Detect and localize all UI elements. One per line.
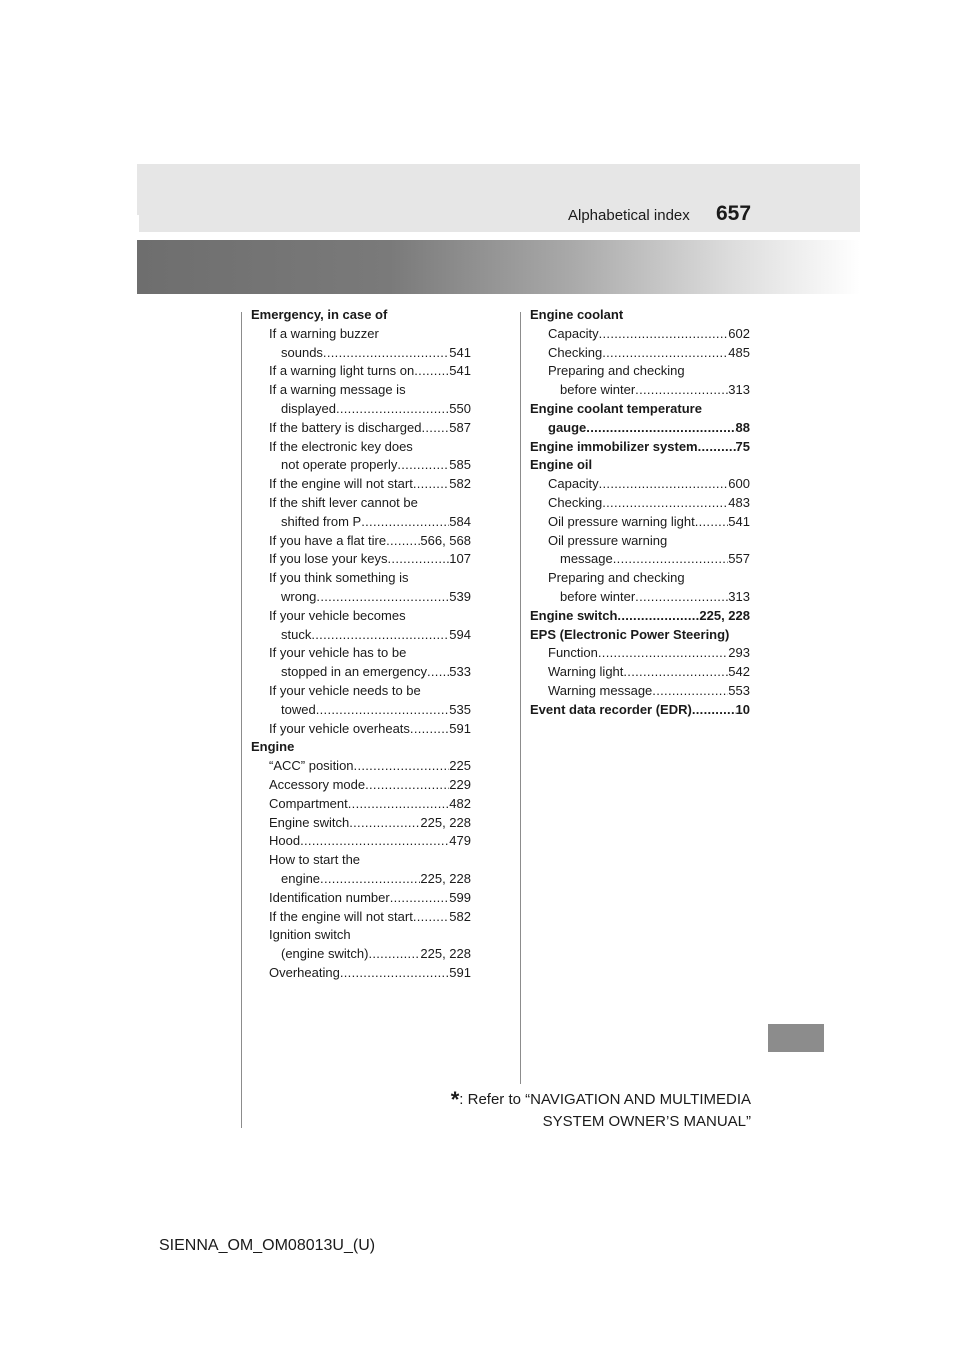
index-entry-line: [251, 720, 471, 739]
page-ref: 585: [449, 457, 471, 473]
entry-text: Overheating: [269, 964, 340, 980]
index-entry-line: [530, 381, 750, 400]
page-ref: 602: [728, 325, 750, 341]
index-heading: Engine: [251, 739, 295, 755]
dot-leader: [623, 663, 728, 682]
footnote: [425, 1089, 751, 1133]
index-heading: Engine coolant: [530, 307, 624, 322]
entry-text: Checking: [548, 494, 603, 510]
dot-leader: [300, 832, 449, 851]
entry-text: If the engine will not start: [269, 908, 413, 924]
page-ref: 600: [728, 476, 750, 492]
page-ref: 557: [728, 551, 750, 567]
left-column-rule: [241, 312, 242, 1128]
page-ref: 485: [728, 344, 750, 360]
index-entry-line: Ignition switch: [269, 927, 351, 943]
index-entry-line: [530, 325, 750, 344]
page-ref: 482: [449, 795, 471, 811]
index-heading: Engine coolant temperature: [530, 400, 702, 416]
page-ref: 313: [728, 382, 750, 398]
page-ref: 225, 228: [420, 946, 471, 962]
footnote-line-2: SYSTEM OWNER’S MANUAL”: [542, 1113, 751, 1130]
entry-text: sounds: [281, 344, 323, 360]
entry-text: stuck: [281, 626, 312, 642]
entry-text: If a warning light turns on: [269, 363, 415, 379]
section-title: Alphabetical index: [568, 207, 690, 224]
entry-text: Compartment: [269, 795, 348, 811]
dot-leader: [336, 400, 449, 419]
entry-text: If you lose your keys: [269, 551, 388, 567]
page-ref: 541: [728, 513, 750, 529]
entry-text: Capacity: [548, 476, 599, 492]
dot-leader: [698, 438, 736, 457]
page-ref: 533: [449, 664, 471, 680]
index-entry-line: [251, 870, 471, 889]
entry-text: towed: [281, 701, 316, 717]
page-ref: 582: [449, 476, 471, 492]
entry-text: before winter: [560, 382, 636, 398]
page-ref: 75: [735, 438, 750, 454]
index-heading: Engine oil: [530, 457, 593, 473]
entry-text: Engine switch: [530, 607, 618, 623]
page-ref: 107: [449, 551, 471, 567]
index-entry-line: [251, 626, 471, 645]
dot-leader: [599, 325, 729, 344]
index-entry-line: [251, 832, 471, 851]
entry-text: If the engine will not start: [269, 476, 413, 492]
index-entry-line: [251, 588, 471, 607]
entry-text: shifted from P: [281, 513, 362, 529]
index-entry-line: [530, 701, 750, 720]
dot-leader: [414, 362, 449, 381]
index-entry-line: [251, 475, 471, 494]
page-ref: 541: [449, 344, 471, 360]
index-entry-line: [251, 532, 471, 551]
entry-text: Hood: [269, 833, 301, 849]
page-ref: 541: [449, 363, 471, 379]
entry-text: Identification number: [269, 889, 390, 905]
entry-text: Warning message: [548, 682, 653, 698]
index-entry-line: If a warning buzzer: [269, 325, 379, 341]
entry-text: “ACC” position: [269, 758, 354, 774]
index-entry-line: If the electronic key does: [269, 438, 413, 454]
index-entry-line: [530, 644, 750, 663]
index-entry-line: If a warning message is: [269, 382, 406, 398]
entry-text: If the battery is discharged: [269, 419, 422, 435]
dot-leader: [635, 588, 728, 607]
page-ref: 10: [735, 701, 750, 717]
index-entry-line: [530, 475, 750, 494]
index-entry-line: [251, 344, 471, 363]
index-entry-line: [251, 701, 471, 720]
dot-leader: [410, 720, 449, 739]
index-entry-line: [251, 550, 471, 569]
index-entry-line: [251, 663, 471, 682]
entry-text: Engine immobilizer system: [530, 438, 698, 454]
index-heading: Emergency, in case of: [251, 307, 388, 322]
dot-leader: [390, 889, 450, 908]
entry-text: Checking: [548, 344, 603, 360]
entry-text: before winter: [560, 588, 636, 604]
page-ref: 535: [449, 701, 471, 717]
dot-leader: [397, 456, 449, 475]
page-ref: 594: [449, 626, 471, 642]
index-entry-line: [530, 588, 750, 607]
dot-leader: [602, 494, 728, 513]
index-entry-line: [251, 945, 471, 964]
index-entry-line: [530, 438, 750, 457]
page-ref: 225, 228: [420, 814, 471, 830]
page-ref: 229: [449, 776, 471, 792]
entry-text: If you have a flat tire: [269, 532, 387, 548]
dot-leader: [361, 513, 449, 532]
index-entry-line: [251, 456, 471, 475]
page-ref: 582: [449, 908, 471, 924]
dot-leader: [316, 701, 450, 720]
index-entry-line: [251, 908, 471, 927]
page-ref: 584: [449, 513, 471, 529]
index-entry-line: [251, 889, 471, 908]
dot-leader: [388, 550, 450, 569]
index-entry-line: How to start the: [269, 852, 361, 868]
page-ref: 483: [728, 494, 750, 510]
footnote-line-1: : Refer to “NAVIGATION AND MULTIMEDIA: [459, 1091, 751, 1108]
entry-text: Event data recorder (EDR): [530, 701, 692, 717]
dot-leader: [349, 814, 420, 833]
entry-text: stopped in an emergency: [281, 664, 427, 680]
dot-leader: [598, 644, 728, 663]
dot-leader: [316, 588, 449, 607]
dot-leader: [421, 419, 449, 438]
page-ref: 591: [449, 964, 471, 980]
page-ref: 225: [449, 758, 471, 774]
entry-text: Capacity: [548, 325, 599, 341]
index-entry-line: [251, 776, 471, 795]
dot-leader: [368, 945, 420, 964]
index-entry-line: [251, 419, 471, 438]
page-ref: 539: [449, 588, 471, 604]
entry-text: engine: [281, 870, 321, 886]
dot-leader: [695, 513, 729, 532]
index-entry-line: If your vehicle has to be: [269, 645, 407, 661]
document-code: SIENNA_OM_OM08013U_(U): [159, 1237, 376, 1254]
index-entry-line: [530, 344, 750, 363]
dot-leader: [348, 795, 450, 814]
page-ref: 293: [728, 645, 750, 661]
entry-text: message: [560, 551, 613, 567]
dot-leader: [386, 532, 420, 551]
dot-leader: [365, 776, 449, 795]
header-bar: [137, 164, 860, 232]
entry-text: displayed: [281, 400, 336, 416]
dot-leader: [652, 682, 728, 701]
index-entry-line: [251, 964, 471, 983]
entry-text: Engine switch: [269, 814, 350, 830]
index-entry-line: [251, 513, 471, 532]
index-entry-line: If your vehicle needs to be: [269, 682, 421, 698]
entry-text: Warning light: [548, 664, 624, 680]
index-entry-line: [530, 494, 750, 513]
right-column-rule: [520, 312, 521, 1084]
page-ref: 225, 228: [420, 870, 471, 886]
page-ref: 553: [728, 682, 750, 698]
index-entry-line: If the shift lever cannot be: [269, 494, 418, 510]
entry-text: not operate properly: [281, 457, 398, 473]
index-column-left: [251, 306, 471, 983]
index-entry-line: [251, 757, 471, 776]
page-ref: 88: [735, 419, 750, 435]
entry-text: Function: [548, 645, 598, 661]
dot-leader: [599, 475, 729, 494]
dot-leader: [635, 381, 728, 400]
dot-leader: [323, 344, 449, 363]
dot-leader: [311, 626, 449, 645]
index-entry-line: [530, 550, 750, 569]
index-entry-line: [530, 419, 750, 438]
dot-leader: [320, 870, 420, 889]
footnote-star: *: [450, 1087, 460, 1112]
index-entry-line: [251, 814, 471, 833]
page-number: 657: [716, 202, 752, 225]
index-entry-line: [251, 362, 471, 381]
entry-text: (engine switch): [281, 946, 369, 962]
dot-leader: [413, 908, 449, 927]
page-ref: 591: [449, 720, 471, 736]
index-entry-line: Preparing and checking: [548, 570, 685, 586]
dot-leader: [427, 663, 449, 682]
index-entry-line: [530, 663, 750, 682]
entry-text: Accessory mode: [269, 776, 366, 792]
page-ref: 550: [449, 400, 471, 416]
dot-leader: [617, 607, 699, 626]
page-ref: 542: [728, 664, 750, 680]
index-entry-line: Preparing and checking: [548, 363, 685, 379]
dot-leader: [586, 419, 735, 438]
index-entry-line: [530, 607, 750, 626]
index-entry-line: [530, 513, 750, 532]
index-column-right: [530, 306, 750, 720]
page-ref: 587: [449, 419, 471, 435]
dot-leader: [602, 344, 728, 363]
page-ref: 479: [449, 833, 471, 849]
page-ref: 566, 568: [420, 532, 471, 548]
dot-leader: [340, 964, 449, 983]
dot-leader: [413, 475, 449, 494]
index-entry-line: If your vehicle becomes: [269, 607, 406, 623]
header-gradient-band: [137, 240, 860, 294]
page-ref: 225, 228: [699, 607, 750, 623]
index-entry-line: [530, 682, 750, 701]
page-ref: 599: [449, 889, 471, 905]
entry-text: If your vehicle overheats: [269, 720, 410, 736]
entry-text: gauge: [548, 419, 587, 435]
header-divider: [137, 215, 139, 232]
dot-leader: [354, 757, 450, 776]
index-entry-line: Oil pressure warning: [548, 532, 668, 548]
index-heading: EPS (Electronic Power Steering): [530, 626, 730, 642]
page-ref: 313: [728, 588, 750, 604]
index-entry-line: If you think something is: [269, 570, 409, 586]
dot-leader: [613, 550, 729, 569]
index-entry-line: [251, 795, 471, 814]
entry-text: Oil pressure warning light: [548, 513, 695, 529]
dot-leader: [692, 701, 736, 720]
index-entry-line: [251, 400, 471, 419]
thumb-index-tab: [768, 1024, 824, 1052]
entry-text: wrong: [281, 588, 317, 604]
